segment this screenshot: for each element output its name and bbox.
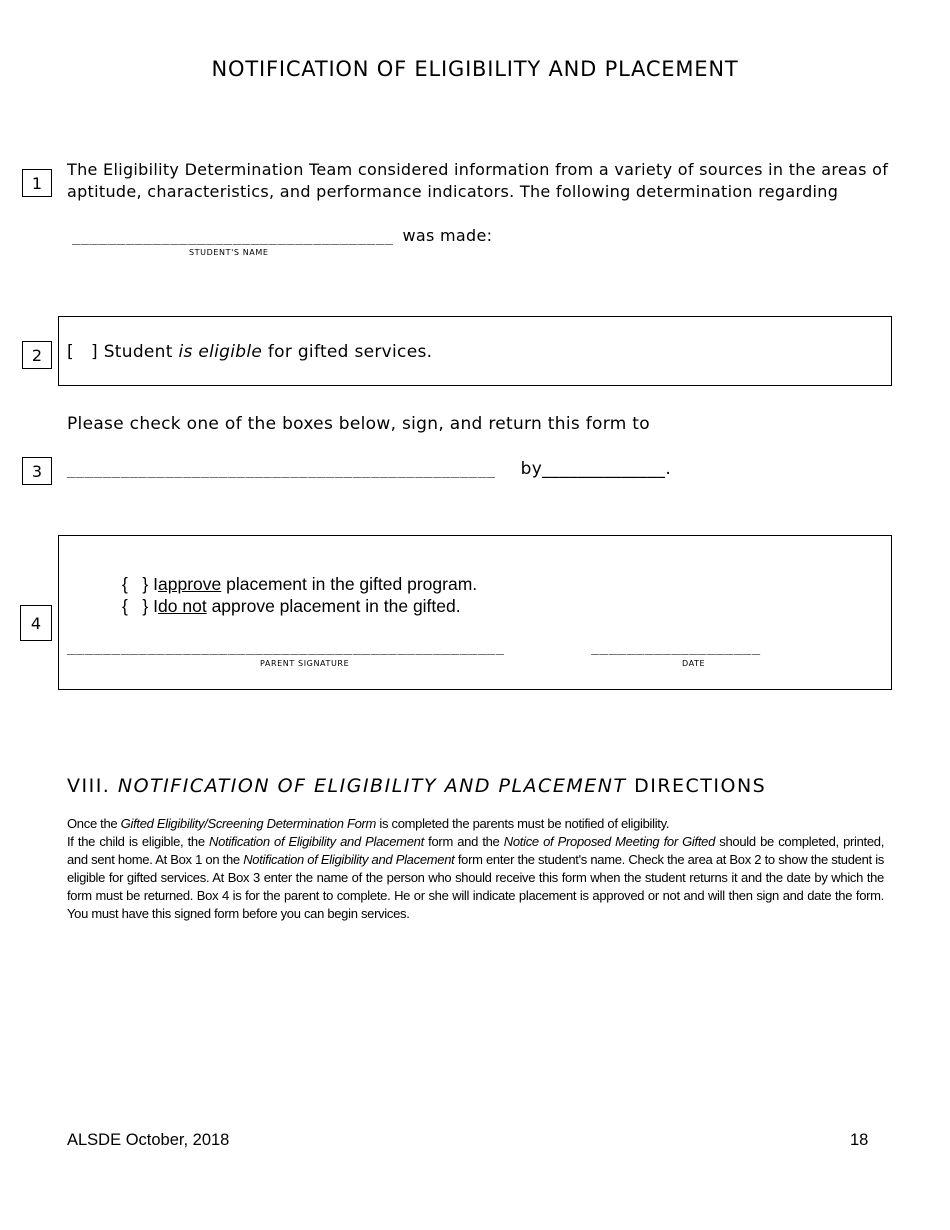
directions-p1-italic: Gifted Eligibility/Screening Determination Form <box>120 816 377 831</box>
footer-source: ALSDE October, 2018 <box>67 1131 230 1149</box>
approve-checkbox[interactable]: { } <box>122 574 149 594</box>
directions-p2-d: form enter the student's name. Check the area at Box 2 to show the student is eligible for gifted services. At Box 3 enter the name of the person who should receive this form when the student returns it and the date by which the form must be returned. Box 4 is for the parent to complete. He or she will indicate placement is approved or not and will then sign and date the form. You must have this signed form before you can begin services. <box>67 852 884 921</box>
page-number: 18 <box>850 1131 869 1149</box>
approve-pre: I <box>153 574 159 594</box>
disapprove-option[interactable] <box>122 595 461 617</box>
directions-p1-b: is completed the parents must be notified of eligibility. <box>379 816 670 831</box>
directions-p2-italic-1: Notification of Eligibility and Placement <box>209 834 424 849</box>
disapprove-pre: I <box>153 596 159 616</box>
eligible-checkbox[interactable]: [ ] <box>67 342 98 362</box>
directions-p2-italic-2: Notice of Proposed Meeting for Gifted <box>503 834 716 849</box>
box-number-2: 2 <box>22 341 52 369</box>
intro-line-2: aptitude, characteristics, and performance indicators. The following determination regarding <box>67 182 839 201</box>
disapprove-underlined: do not <box>158 596 207 616</box>
directions-heading <box>67 775 766 797</box>
directions-p1-a: Once the <box>67 816 118 831</box>
student-name-row <box>72 225 492 247</box>
directions-p2-b: form and the <box>428 834 500 849</box>
disapprove-text: approve placement in the gifted. <box>211 596 461 616</box>
return-instruction: Please check one of the boxes below, sign, and return this form to <box>67 414 650 434</box>
directions-heading-number: VIII. <box>67 775 111 797</box>
approve-underlined: approve <box>158 574 222 594</box>
directions-p2-italic-3: Notification of Eligibility and Placement <box>243 852 455 867</box>
directions-heading-rest: DIRECTIONS <box>634 775 767 797</box>
directions-p2-c: should be completed, printed, and sent home. At Box 1 on the <box>67 834 885 867</box>
was-made-text: was made: <box>402 226 493 245</box>
intro-line-1: The Eligibility Determination Team considered information from a variety of sources in the areas of <box>67 160 889 179</box>
eligible-statement <box>67 341 432 363</box>
box-number-1: 1 <box>22 169 52 197</box>
return-to-blank[interactable]: ________________________________________________ <box>67 462 496 478</box>
page-title: NOTIFICATION OF ELIGIBILITY AND PLACEMENT <box>211 57 739 81</box>
directions-paragraph-2 <box>67 833 884 923</box>
eligible-emphasis: is eligible <box>178 342 263 362</box>
box-number-4: 4 <box>20 605 52 641</box>
eligibility-box <box>58 316 892 386</box>
disapprove-checkbox[interactable]: { } <box>122 596 149 616</box>
approve-option[interactable] <box>122 573 477 595</box>
student-name-blank[interactable]: ____________________________________ <box>72 229 394 245</box>
return-row <box>67 458 671 480</box>
eligibility-intro <box>67 159 897 203</box>
parent-signature-caption: PARENT SIGNATURE <box>260 659 350 668</box>
parent-signature-blank[interactable]: _________________________________________________ <box>67 639 505 655</box>
box-number-3: 3 <box>22 457 52 485</box>
date-blank[interactable]: ___________________ <box>591 639 761 655</box>
directions-p2-a: If the child is eligible, the <box>67 834 205 849</box>
directions-heading-italic: NOTIFICATION OF ELIGIBILITY AND PLACEMENT <box>117 775 627 797</box>
date-caption: DATE <box>682 659 706 668</box>
approve-text: placement in the gifted program. <box>226 574 478 594</box>
directions-body <box>67 815 884 923</box>
return-by-date[interactable]: by______________. <box>520 459 672 479</box>
directions-paragraph-1 <box>67 815 884 833</box>
parent-approval-box <box>58 535 892 690</box>
eligible-suffix: for gifted services. <box>267 342 433 362</box>
eligible-prefix: Student <box>103 342 173 362</box>
student-name-caption: STUDENT'S NAME <box>189 248 269 257</box>
